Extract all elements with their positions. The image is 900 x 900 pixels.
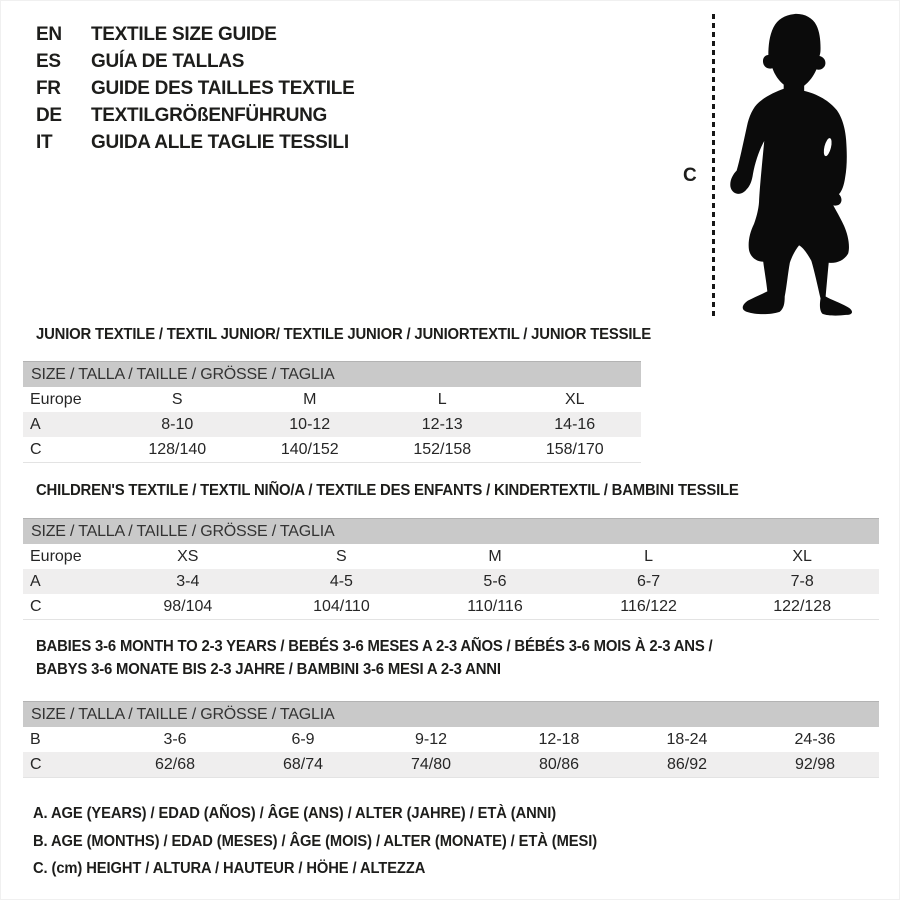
language-row-de [36,102,354,129]
size-cell: S [171,390,183,408]
row-label: C [30,440,42,458]
row-label: A [30,415,41,433]
footnote-legend [33,800,597,883]
language-code: ES [36,50,61,72]
row-label: A [30,572,41,590]
language-label: TEXTILE SIZE GUIDE [91,23,277,45]
age-cell: 8-10 [161,415,194,433]
months-cell: 12-18 [538,730,580,748]
table-header-size: SIZE / TALLA / TAILLE / GRÖSSE / TAGLIA [23,361,641,387]
language-code: IT [36,131,53,153]
height-cell: 68/74 [282,755,324,773]
row-label: Europe [30,390,82,408]
toddler-silhouette-icon [725,11,869,318]
size-table-babies [23,701,879,778]
footnote-height-cm: C. (cm) HEIGHT / ALTURA / HAUTEUR / HÖHE / ALTEZZA [33,860,426,877]
size-cell: L [437,390,447,408]
language-label: TEXTILGRÖßENFÜHRUNG [91,104,328,126]
height-cell: 110/116 [467,597,523,615]
size-cell: XS [177,547,199,565]
language-row-fr [36,75,354,102]
table-row-age [23,412,641,437]
language-row-it [36,129,354,156]
language-row-en [36,21,354,48]
height-measure-dotted-line [712,14,715,317]
row-label: C [30,597,42,615]
table-row-height [23,594,879,619]
size-table-children [23,518,879,620]
height-cell: 152/158 [413,440,472,458]
height-cell: 116/122 [620,597,677,615]
table-row-months [23,727,879,752]
size-cell: S [336,547,347,565]
footnote-age-years: A. AGE (YEARS) / EDAD (AÑOS) / ÂGE (ANS) / ALTER (JAHRE) / ETÀ (ANNI) [33,805,557,822]
babies-title-line1: BABIES 3-6 MONTH TO 2-3 YEARS / BEBÉS 3-6 MESES A 2-3 AÑOS / BÉBÉS 3-6 MOIS À 2-3 ANS / [36,638,713,655]
height-cell: 140/152 [280,440,339,458]
age-cell: 12-13 [421,415,463,433]
months-cell: 24-36 [794,730,836,748]
language-row-es [36,48,354,75]
age-cell: 14-16 [554,415,596,433]
row-label: C [30,755,42,773]
language-label: GUÍA DE TALLAS [91,50,245,72]
height-cell: 122/128 [773,597,832,615]
language-label: GUIDE DES TAILLES TEXTILE [91,77,355,99]
age-cell: 3-4 [176,572,200,590]
row-label: B [30,730,41,748]
age-cell: 6-7 [637,572,661,590]
table-row-europe [23,544,879,569]
age-cell: 4-5 [329,572,353,590]
height-cell: 74/80 [410,755,452,773]
age-cell: 5-6 [483,572,507,590]
age-cell: 7-8 [790,572,814,590]
size-cell: L [644,547,654,565]
section-title-junior: JUNIOR TEXTILE / TEXTIL JUNIOR/ TEXTILE JUNIOR / JUNIORTEXTIL / JUNIOR TESSILE [36,326,651,343]
size-cell: M [303,390,317,408]
table-header-size: SIZE / TALLA / TAILLE / GRÖSSE / TAGLIA [23,701,879,727]
months-cell: 6-9 [291,730,315,748]
table-row-height [23,752,879,777]
height-cell: 158/170 [545,440,604,458]
language-code: DE [36,104,62,126]
size-cell: M [488,547,502,565]
footnote-age-months: B. AGE (MONTHS) / EDAD (MESES) / ÂGE (MOIS) / ALTER (MONATE) / ETÀ (MESI) [33,832,598,850]
height-cell: 62/68 [154,755,196,773]
table-row-europe [23,387,641,412]
height-label-c: C [683,165,697,186]
months-cell: 3-6 [163,730,187,748]
height-cell: 86/92 [666,755,708,773]
months-cell: 9-12 [414,730,448,748]
row-label: Europe [30,547,82,565]
months-cell: 18-24 [666,730,708,748]
size-cell: XL [792,547,812,565]
height-cell: 104/110 [313,597,370,615]
size-cell: XL [564,390,585,408]
table-row-age [23,569,879,594]
table-row-height [23,437,641,462]
section-title-babies [36,635,712,681]
language-code: FR [36,77,61,99]
language-title-list [36,21,354,156]
height-cell: 80/86 [538,755,580,773]
age-cell: 10-12 [289,415,331,433]
babies-title-line2: BABYS 3-6 MONATE BIS 2-3 JAHRE / BAMBINI 3-6 MESI A 2-3 ANNI [36,661,501,678]
height-cell: 98/104 [163,597,213,615]
size-table-junior [23,361,641,463]
section-title-children: CHILDREN'S TEXTILE / TEXTIL NIÑO/A / TEXTILE DES ENFANTS / KINDERTEXTIL / BAMBINI TESSILE [36,482,739,499]
child-height-figure [681,9,893,321]
table-header-size: SIZE / TALLA / TAILLE / GRÖSSE / TAGLIA [23,518,879,544]
height-cell: 128/140 [148,440,207,458]
height-cell: 92/98 [794,755,836,773]
language-label: GUIDA ALLE TAGLIE TESSILI [91,131,349,153]
language-code: EN [36,23,62,45]
